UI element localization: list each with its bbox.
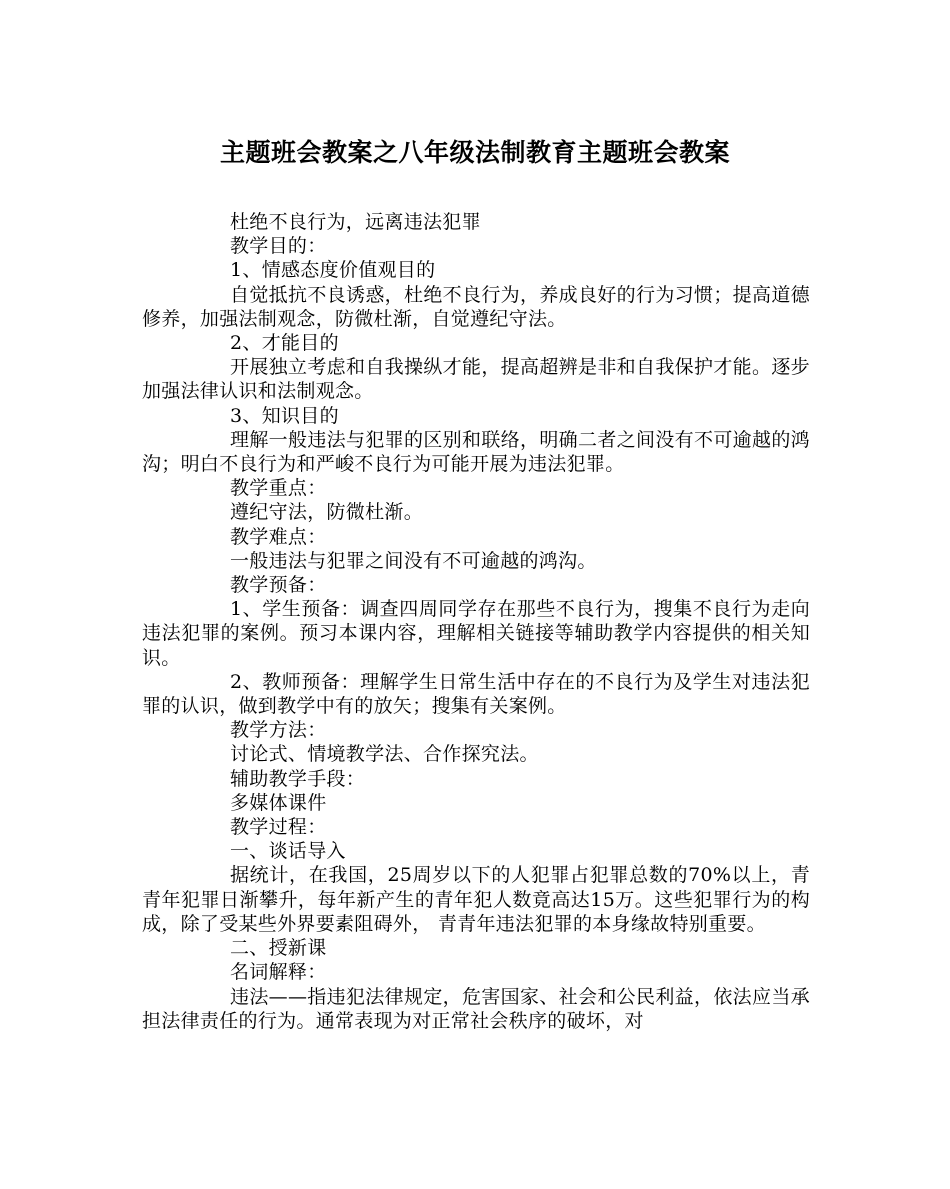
paragraph-goal-1-heading: 1、情感态度价值观目的	[230, 259, 436, 282]
paragraph-statistics-text: 据统计，在我国，25周岁以下的人犯罪占犯罪总数的70%以上，青青年犯罪日渐攀升，每年新产生的青年犯人数竟高达15万。这些犯罪行为的构成，除了受某些外界要素阻碍外， 青青年违法犯罪的本身缘故特别重要。	[142, 864, 810, 935]
paragraph-preparation-heading: 教学预备：	[230, 574, 327, 597]
paragraph-key-points-heading: 教学重点：	[230, 477, 327, 500]
paragraph-goal-2-heading: 2、才能目的	[230, 332, 339, 355]
paragraph-section-one-heading: 一、谈话导入	[230, 840, 346, 863]
paragraph-definition-text: 违法——指违犯法律规定，危害国家、社会和公民利益，依法应当承担法律责任的行为。通常表现为对正常社会秩序的破坏，对	[142, 985, 810, 1032]
paragraph-process-heading: 教学过程：	[230, 816, 327, 839]
paragraph-aids-heading: 辅助教学手段：	[230, 767, 366, 790]
paragraph-terms-heading: 名词解释：	[230, 961, 327, 984]
paragraph-key-points-text: 遵纪守法，防微杜渐。	[230, 501, 424, 524]
paragraph-teaching-goals-heading: 教学目的：	[230, 235, 327, 258]
document-body	[142, 210, 810, 1033]
paragraph-teacher-preparation: 2、教师预备：理解学生日常生活中存在的不良行为及学生对违法犯罪的认识，做到教学中有的放矢；搜集有关案例。	[142, 670, 810, 718]
document-title: 主题班会教案之八年级法制教育主题班会教案	[219, 138, 730, 167]
paragraph-aids-text: 多媒体课件	[230, 791, 327, 814]
paragraph-goal-3-text: 理解一般违法与犯罪的区别和联络，明确二者之间没有不可逾越的鸿沟；明白不良行为和严峻不良行为可能开展为违法犯罪。	[142, 428, 810, 476]
paragraph-difficulty-text: 一般违法与犯罪之间没有不可逾越的鸿沟。	[230, 549, 597, 572]
paragraph-section-two-heading: 二、授新课	[230, 937, 327, 960]
paragraph-goal-3-heading: 3、知识目的	[230, 404, 339, 427]
paragraph-difficulty-heading: 教学难点：	[230, 525, 327, 548]
paragraph-subtitle: 杜绝不良行为，远离违法犯罪	[230, 211, 481, 233]
paragraph-student-preparation: 1、学生预备：调查四周同学存在那些不良行为，搜集不良行为走向违法犯罪的案例。预习本课内容，理解相关链接等辅助教学内容提供的相关知识。	[142, 598, 810, 669]
paragraph-methods-text: 讨论式、情境教学法、合作探究法。	[230, 743, 539, 766]
paragraph-goal-2-text: 开展独立考虑和自我操纵才能，提高超辨是非和自我保护才能。逐步加强法律认识和法制观念。	[142, 356, 810, 403]
paragraph-methods-heading: 教学方法：	[230, 719, 327, 742]
paragraph-goal-1-text: 自觉抵抗不良诱惑，杜绝不良行为，养成良好的行为习惯；提高道德修养，加强法制观念，防微杜渐，自觉遵纪守法。	[142, 283, 810, 330]
